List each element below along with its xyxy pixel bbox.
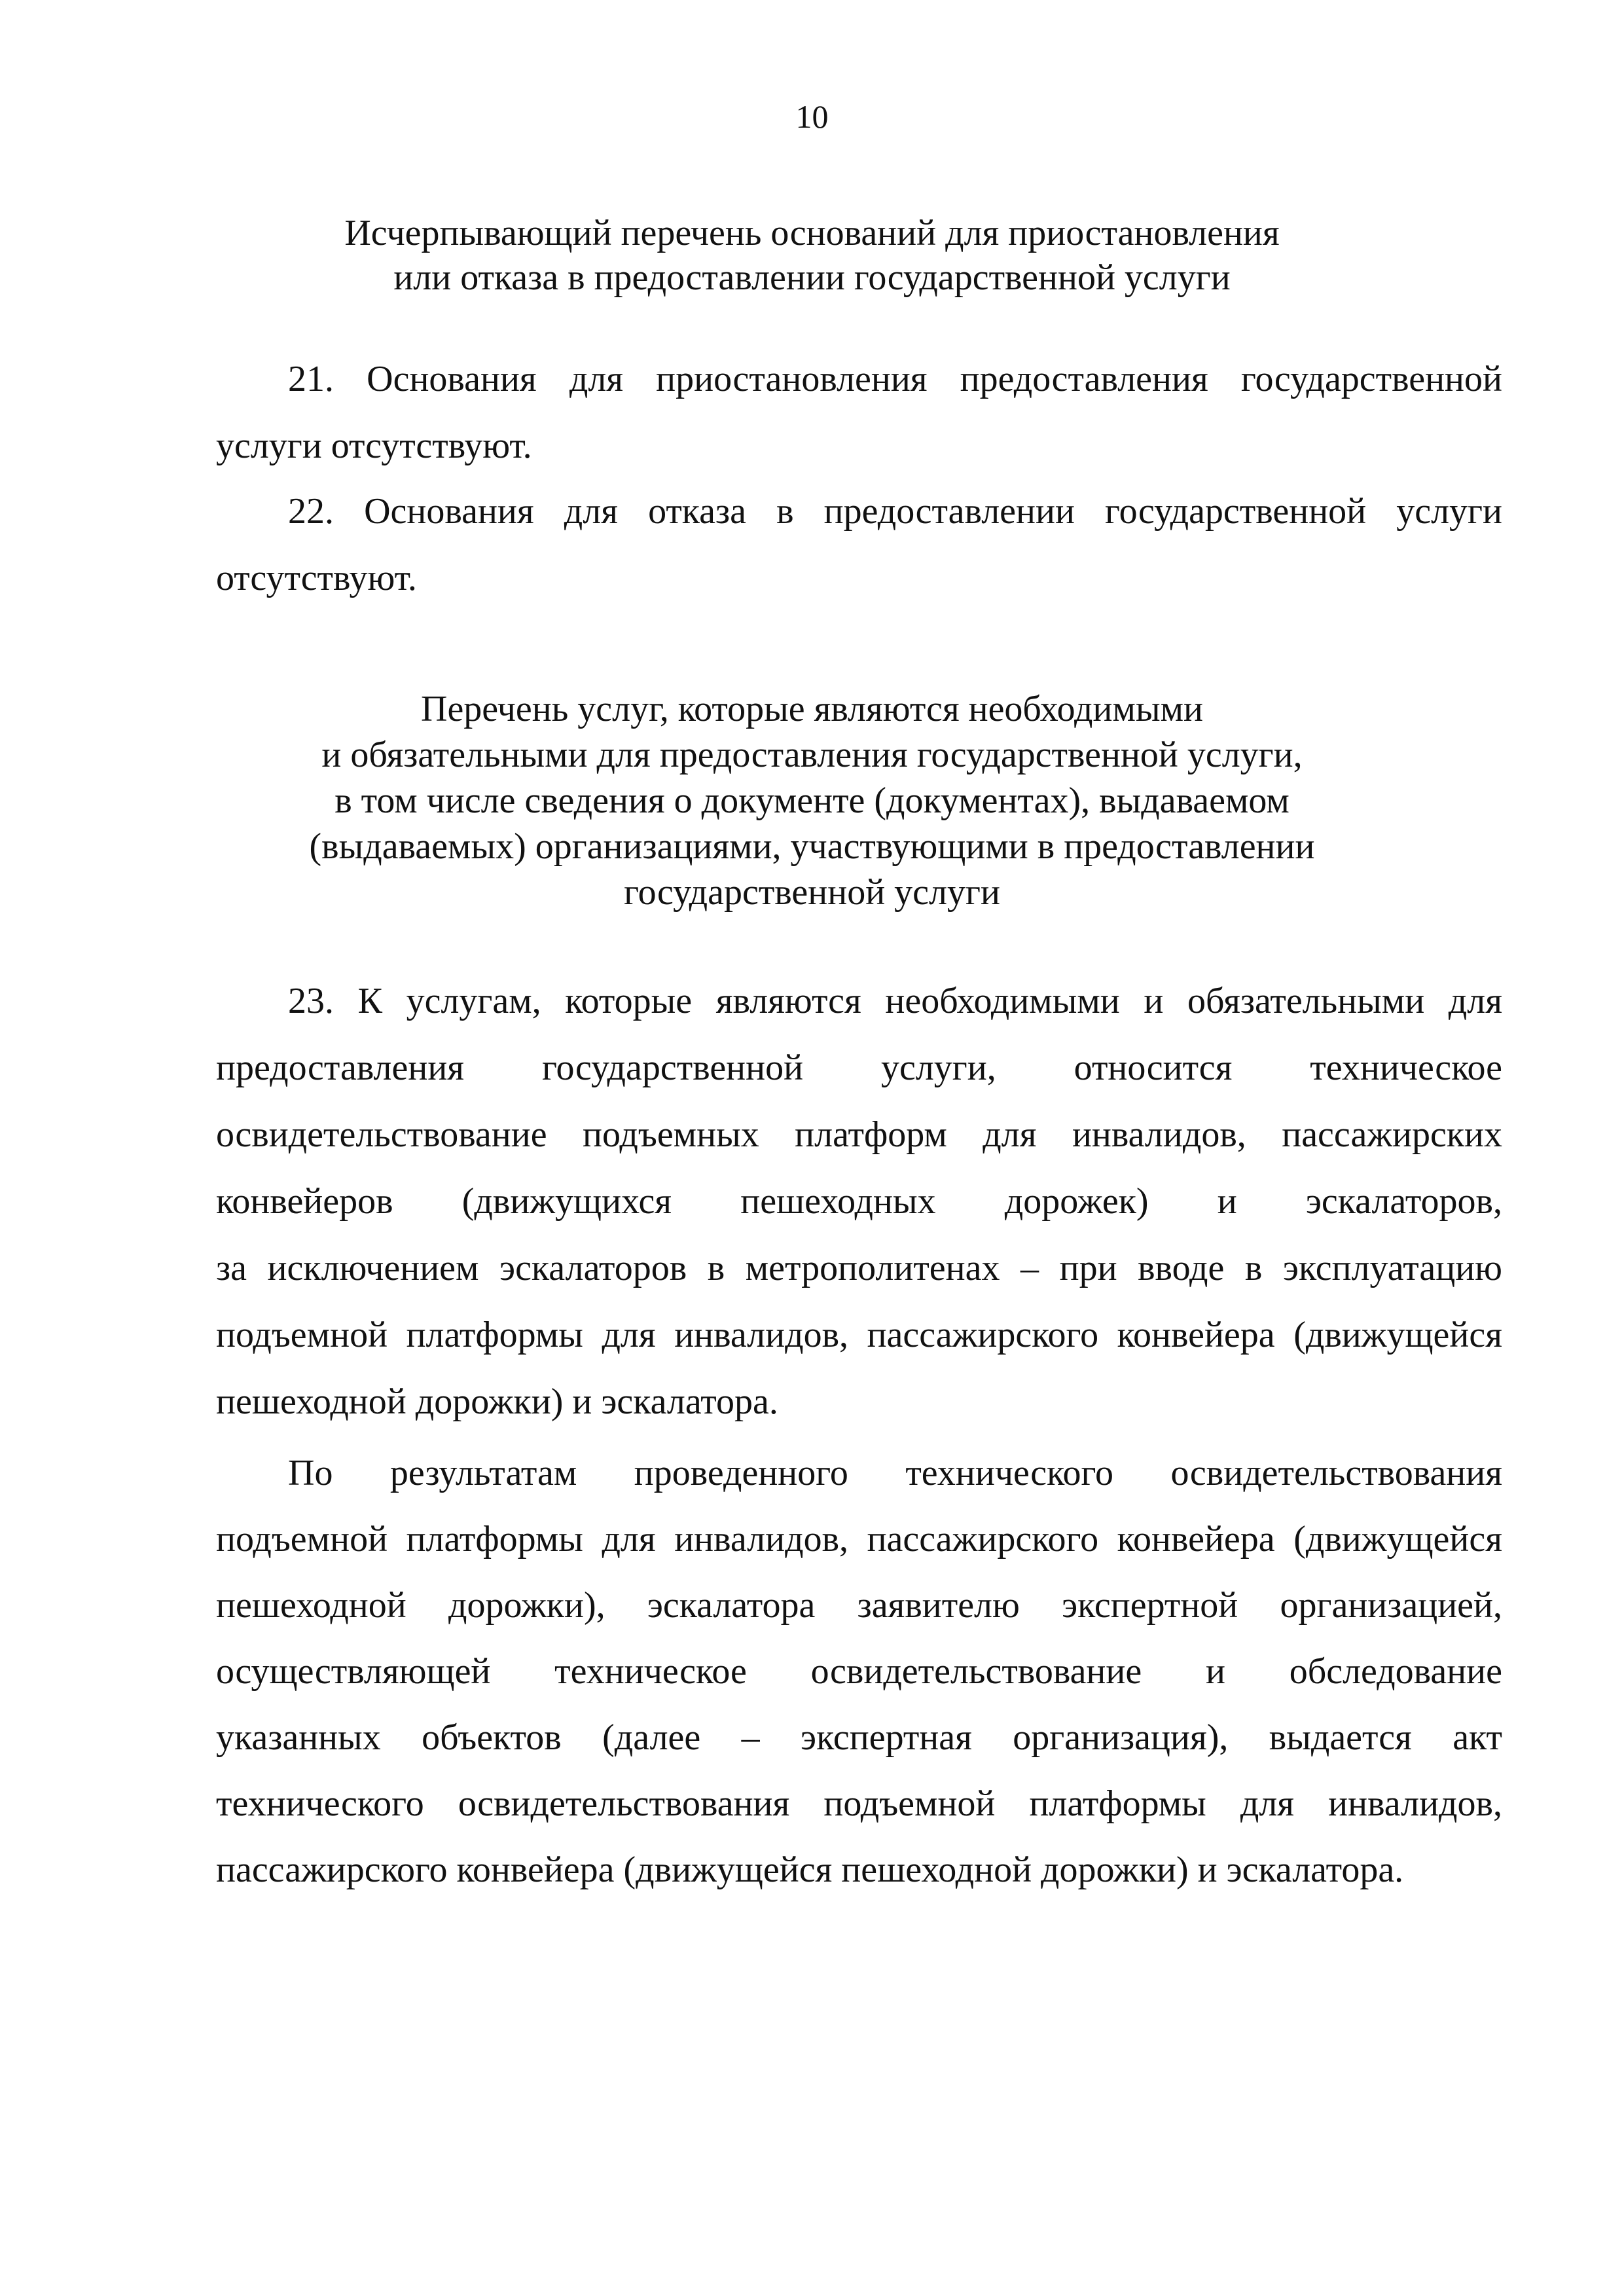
paragraph-line: 23. К услугам, которые являются необходимыми и обязательными для	[288, 981, 1502, 1021]
paragraph-22	[216, 478, 1502, 611]
paragraph-line: 21. Основания для приостановления предоставления государственной	[288, 359, 1502, 399]
paragraph-line: осуществляющей техническое освидетельствование и обследование	[216, 1651, 1502, 1692]
heading-line: и обязательными для предоставления государственной услуги,	[321, 735, 1303, 775]
paragraph-line: 22. Основания для отказа в предоставлении государственной услуги	[288, 491, 1502, 532]
paragraph-line: предоставления государственной услуги, относится техническое	[216, 1048, 1502, 1088]
paragraph-21	[216, 346, 1502, 479]
heading-line: Перечень услуг, которые являются необходимыми	[421, 689, 1203, 729]
heading-line: государственной услуги	[624, 872, 1000, 913]
paragraph-line: пешеходной дорожки) и эскалатора.	[216, 1381, 778, 1422]
section-heading-required-services	[0, 686, 1624, 915]
paragraph-line: подъемной платформы для инвалидов, пассажирского конвейера (движущейся	[216, 1519, 1502, 1559]
paragraph-line: подъемной платформы для инвалидов, пассажирского конвейера (движущейся	[216, 1315, 1502, 1355]
heading-line: или отказа в предоставлении государственной услуги	[393, 257, 1231, 298]
paragraph-line: указанных объектов (далее – экспертная организация), выдается акт	[216, 1717, 1502, 1758]
paragraph-act-issuance	[216, 1440, 1502, 1903]
section-heading-suspension-refusal	[0, 211, 1624, 300]
heading-line: Исчерпывающий перечень оснований для приостановления	[344, 213, 1280, 253]
paragraph-line: отсутствуют.	[216, 558, 417, 598]
paragraph-line: за исключением эскалаторов в метрополитенах – при вводе в эксплуатацию	[216, 1248, 1502, 1288]
page-number: 10	[795, 98, 829, 135]
heading-line: (выдаваемых) организациями, участвующими в предоставлении	[309, 826, 1315, 867]
heading-line: в том числе сведения о документе (документах), выдаваемом	[334, 780, 1290, 821]
paragraph-line: конвейеров (движущихся пешеходных дорожек) и эскалаторов,	[216, 1181, 1502, 1222]
paragraph-line: пешеходной дорожки), эскалатора заявителю экспертной организацией,	[216, 1585, 1502, 1626]
paragraph-line: По результатам проведенного технического освидетельствования	[288, 1453, 1502, 1493]
paragraph-line: пассажирского конвейера (движущейся пешеходной дорожки) и эскалатора.	[216, 1850, 1404, 1890]
paragraph-line: освидетельствование подъемных платформ для инвалидов, пассажирских	[216, 1114, 1502, 1155]
paragraph-line: услуги отсутствуют.	[216, 426, 532, 466]
paragraph-line: технического освидетельствования подъемной платформы для инвалидов,	[216, 1783, 1502, 1824]
paragraph-23	[216, 968, 1502, 1435]
